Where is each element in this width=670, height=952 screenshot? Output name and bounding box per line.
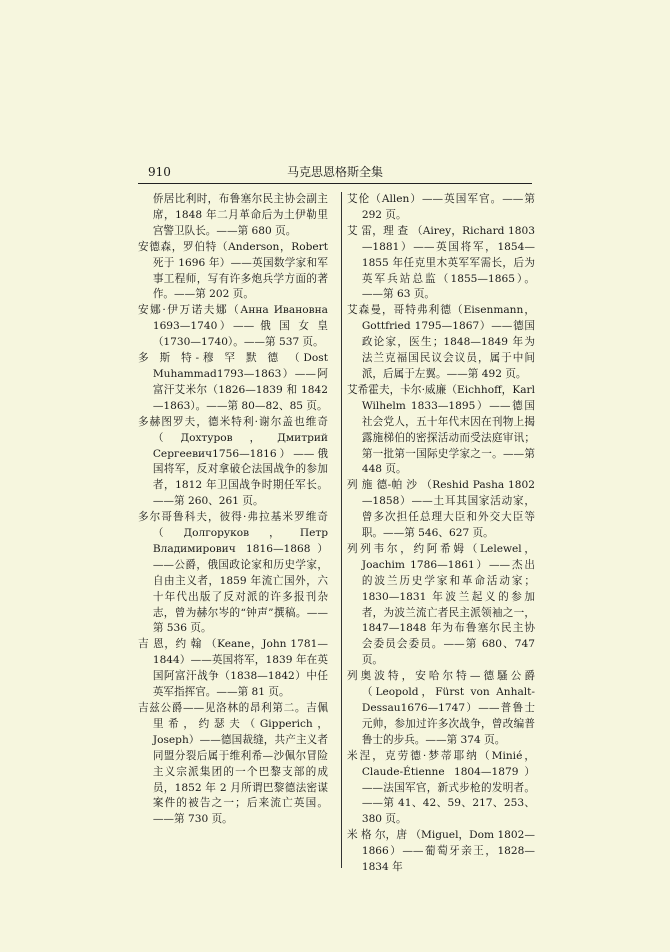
index-entry: 安娜·伊万诺夫娜（Анна Ивановна 1693—1740）—— 俄 国 女 皇 （1730—1740）。——第 537 页。: [138, 304, 328, 349]
left-column: [138, 192, 328, 828]
index-entry: 列奥波特，安哈尔特—德騷公爵（Leopold，Fürst von Anhalt-Dessau1676—1747）——普鲁士元帅，参加过许多次战争，曾改编普鲁士的步兵。——第 374 页。: [347, 670, 535, 746]
index-entry: 吉 恩，约 翰 （Keane，John 1781—1844）——英国将军，1839 年在英国阿富汗战争（1838—1842）中任英军指挥官。——第 81 页。: [138, 638, 328, 699]
index-entry: 艾伦（Allen）——英国军官。——第 292 页。: [347, 193, 535, 221]
page-number: 910: [148, 165, 171, 179]
index-entry: 列列韦尔，约阿希姆（Lelewel，Joachim 1786—1861）——杰出的波兰历史学家和革命活动家；1830—1831 年波兰起义的参加者，为波兰流亡者民主派领袖之一，1847—1848 年为布鲁塞尔民主协会委员会委员。——第 680、747 页。: [347, 542, 535, 667]
index-entry: 多赫图罗夫，德米特利·谢尔盖也维奇（Дохтуров，Дмитрий Сергеевич1756—1816）——俄国将军，反对拿破仑法国战争的参加者，1812 年卫国战争时期任军长。——第 260、261 页。: [138, 415, 328, 508]
index-entry: 米涅，克劳德·梦蒂耶纳（Minié，Claude-Étienne 1804—1879）——法国军官，新式步枪的发明者。——第 41、42、59、217、253、380 页。: [347, 749, 535, 826]
column-divider: [341, 192, 342, 868]
index-entry: 侨居比利时，布鲁塞尔民主协会副主席，1848 年二月革命后为土伊勒里宫警卫队长。——第 680 页。: [152, 193, 328, 237]
index-entry: 多尔哥鲁科夫，彼得·弗拉基米罗维奇（Долгоруков，Петр Владимирович 1816—1868）——公爵，俄国政论家和历史学家，自由主义者，1859 年流亡国外，六十年代出版了反对派的许多报刊杂志，曾为赫尔岑的“钟声”撰稿。——第 536 页。: [138, 511, 328, 635]
index-entry: 艾森曼，哥特弗利德（Eisenmann，Gottfried 1795—1867）——德国政论家，医生；1848—1849 年为法兰克福国民议会议员，属于中间派，后属于左翼。——第 492 页。: [347, 304, 535, 380]
index-entry: 安德森，罗伯特（Anderson，Robert 死于 1696 年）——英国数学家和军事工程师，写有许多炮兵学方面的著作。——第 202 页。: [138, 240, 328, 301]
running-title: 马克思恩格斯全集: [286, 165, 383, 179]
index-entry: 艾希霍夫，卡尔·威廉（Eichhoff，Karl Wilhelm 1833—1895）——德国社会党人，五十年代末因在刊物上揭露施梯伯的密探活动而受法庭审讯；第一批第一国际史学家之一。——第 448 页。: [347, 383, 535, 476]
index-entry: 米 格 尔，唐 （Miguel，Dom 1802—1866）——葡萄牙亲王，1828—1834 年: [347, 829, 535, 874]
index-entry: 多 斯 特-穆 罕 默 德 （Dost Muhammad1793—1863）——阿富汗艾米尔（1826—1839 和 1842—1863）。——第 80—82、85 页。: [138, 352, 328, 412]
right-column: [347, 192, 535, 876]
index-entry: 吉兹公爵——见洛林的昂利第二。吉佩里希，约瑟夫（Gipperich，Joseph）——德国裁缝，共产主义者同盟分裂后属于维利希—沙佩尔冒险主义宗派集团的一个巴黎支部的成员，1852 年 2 月所谓巴黎德法密谋案件的被告之一；后来流亡英国。——第 730 页。: [138, 702, 328, 826]
header-rule: [138, 183, 532, 184]
index-entry: 列 施 德-帕 沙 （Reshid Pasha 1802—1858）——土耳其国家活动家，曾多次担任总理大臣和外交大臣等职。——第 546、627 页。: [347, 479, 535, 540]
index-entry: 艾 雷，理 查 （Airey，Richard 1803—1881）——英国将军，1854—1855 年任克里木英军军需长，后为英军兵站总监（1855—1865）。——第 63 页。: [347, 224, 535, 301]
page-header: [138, 163, 532, 181]
